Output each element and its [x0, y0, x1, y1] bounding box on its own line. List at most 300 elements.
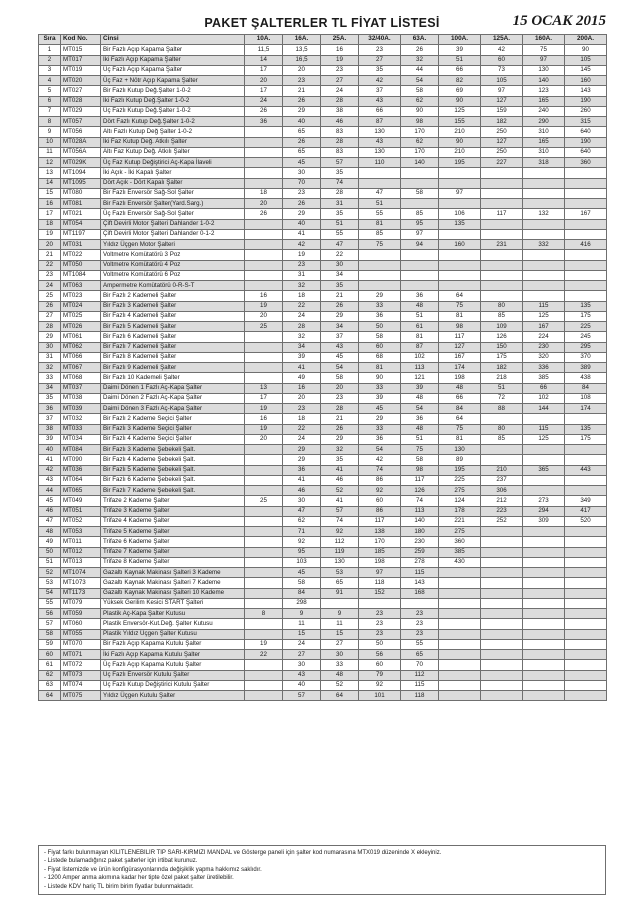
- price-cell: 26: [283, 96, 321, 106]
- price-cell: 58: [321, 373, 359, 383]
- price-cell: 27: [283, 650, 321, 660]
- product-code: MT013: [61, 557, 101, 567]
- table-row: [39, 496, 607, 506]
- price-cell: 336: [523, 363, 565, 373]
- price-cell: 27: [359, 55, 401, 65]
- price-cell: [565, 229, 607, 239]
- price-cell: [439, 691, 481, 701]
- price-cell: 27: [321, 76, 359, 86]
- row-number: 15: [39, 188, 61, 198]
- product-code: MT036: [61, 465, 101, 475]
- price-cell: 23: [359, 629, 401, 639]
- price-cell: [401, 260, 439, 270]
- row-number: 51: [39, 557, 61, 567]
- price-cell: 160: [439, 240, 481, 250]
- table-row: [39, 229, 607, 239]
- table-row: [39, 65, 607, 75]
- price-cell: [245, 547, 283, 557]
- price-cell: 48: [401, 393, 439, 403]
- row-number: 8: [39, 117, 61, 127]
- price-cell: 60: [359, 496, 401, 506]
- price-cell: 62: [401, 137, 439, 147]
- price-cell: [245, 229, 283, 239]
- table-row: [39, 465, 607, 475]
- price-cell: 29: [321, 434, 359, 444]
- price-cell: 34: [283, 342, 321, 352]
- price-cell: 230: [523, 342, 565, 352]
- price-cell: 132: [523, 209, 565, 219]
- price-cell: 81: [359, 219, 401, 229]
- price-cell: [481, 639, 523, 649]
- price-cell: 225: [565, 322, 607, 332]
- price-cell: 90: [359, 373, 401, 383]
- price-cell: 105: [565, 55, 607, 65]
- price-cell: 140: [401, 516, 439, 526]
- price-cell: [565, 578, 607, 588]
- row-number: 24: [39, 281, 61, 291]
- price-cell: 295: [565, 342, 607, 352]
- price-cell: 221: [439, 516, 481, 526]
- row-number: 45: [39, 496, 61, 506]
- row-number: 29: [39, 332, 61, 342]
- row-number: 20: [39, 240, 61, 250]
- price-cell: [401, 270, 439, 280]
- price-cell: 95: [401, 219, 439, 229]
- row-number: 10: [39, 137, 61, 147]
- price-cell: 103: [283, 557, 321, 567]
- product-name: Daimi Dönen 2 Fazlı Aç-Kapa Şalter: [101, 393, 245, 403]
- row-number: 57: [39, 619, 61, 629]
- price-cell: 92: [321, 527, 359, 537]
- product-code: MT033: [61, 424, 101, 434]
- price-cell: [245, 660, 283, 670]
- price-cell: 54: [359, 445, 401, 455]
- price-cell: 124: [439, 496, 481, 506]
- price-cell: [481, 588, 523, 598]
- product-name: Ampermetre Komütatörü 0-R-S-T: [101, 281, 245, 291]
- table-row: [39, 598, 607, 608]
- product-code: MT1073: [61, 578, 101, 588]
- product-code: MT037: [61, 383, 101, 393]
- price-cell: [565, 445, 607, 455]
- price-cell: 117: [481, 209, 523, 219]
- table-row: [39, 373, 607, 383]
- price-cell: 35: [321, 455, 359, 465]
- price-cell: [245, 475, 283, 485]
- table-row: [39, 445, 607, 455]
- price-cell: [245, 455, 283, 465]
- price-cell: [245, 506, 283, 516]
- price-cell: 65: [401, 650, 439, 660]
- price-cell: 36: [401, 291, 439, 301]
- product-name: Üç Faz + Nötr Açıp Kapama Şalter: [101, 76, 245, 86]
- product-code: MT012: [61, 547, 101, 557]
- row-number: 31: [39, 352, 61, 362]
- price-cell: [523, 557, 565, 567]
- price-cell: [359, 250, 401, 260]
- row-number: 49: [39, 537, 61, 547]
- price-cell: 278: [401, 557, 439, 567]
- price-cell: 66: [523, 383, 565, 393]
- product-name: Bir Fazlı 9 Kademeli Şalter: [101, 363, 245, 373]
- price-cell: 20: [321, 383, 359, 393]
- price-cell: [565, 537, 607, 547]
- price-cell: 51: [321, 219, 359, 229]
- price-cell: [245, 486, 283, 496]
- price-cell: 360: [565, 158, 607, 168]
- price-cell: [481, 609, 523, 619]
- price-cell: [245, 250, 283, 260]
- product-code: MT075: [61, 691, 101, 701]
- product-code: MT055: [61, 629, 101, 639]
- table-row: [39, 434, 607, 444]
- price-cell: 318: [523, 158, 565, 168]
- price-cell: [523, 281, 565, 291]
- product-code: MT056A: [61, 147, 101, 157]
- row-number: 63: [39, 680, 61, 690]
- price-cell: 90: [439, 96, 481, 106]
- product-code: MT053: [61, 527, 101, 537]
- price-cell: 16,5: [283, 55, 321, 65]
- price-cell: 24: [321, 86, 359, 96]
- price-cell: 17: [245, 86, 283, 96]
- price-cell: 85: [401, 209, 439, 219]
- price-cell: 23: [401, 619, 439, 629]
- row-number: 30: [39, 342, 61, 352]
- table-row: [39, 96, 607, 106]
- price-cell: [245, 260, 283, 270]
- row-number: 12: [39, 158, 61, 168]
- price-cell: 66: [439, 393, 481, 403]
- price-cell: [565, 527, 607, 537]
- product-code: MT029: [61, 106, 101, 116]
- row-number: 17: [39, 209, 61, 219]
- product-name: Bir Fazlı 6 Kademeli Şalter: [101, 332, 245, 342]
- row-number: 52: [39, 568, 61, 578]
- product-name: Bir Fazlı 3 Kademe Seçici Şalter: [101, 424, 245, 434]
- price-cell: 29: [321, 311, 359, 321]
- price-cell: 237: [481, 475, 523, 485]
- price-cell: 60: [359, 660, 401, 670]
- product-name: Üç Fazlı Açıp Kapama Şalter: [101, 65, 245, 75]
- row-number: 43: [39, 475, 61, 485]
- product-name: Plastik Aç-Kapa Şalter Kutusu: [101, 609, 245, 619]
- price-cell: [439, 639, 481, 649]
- price-cell: 36: [401, 414, 439, 424]
- row-number: 47: [39, 516, 61, 526]
- product-name: Trifaze 8 Kademe Şalter: [101, 557, 245, 567]
- product-name: Yıldız Üçgen Motor Şalteri: [101, 240, 245, 250]
- price-cell: [481, 250, 523, 260]
- price-cell: 49: [283, 373, 321, 383]
- price-cell: [565, 168, 607, 178]
- product-code: MT051: [61, 506, 101, 516]
- product-name: Trifaze 5 Kademe Şalter: [101, 527, 245, 537]
- price-cell: 95: [283, 547, 321, 557]
- price-cell: 106: [439, 209, 481, 219]
- column-header: 200A.: [565, 35, 607, 45]
- row-number: 42: [39, 465, 61, 475]
- price-cell: [565, 270, 607, 280]
- price-cell: 118: [401, 691, 439, 701]
- price-cell: 22: [245, 650, 283, 660]
- price-cell: 130: [439, 445, 481, 455]
- price-cell: 159: [481, 106, 523, 116]
- price-cell: [481, 188, 523, 198]
- price-cell: 26: [283, 199, 321, 209]
- price-cell: 43: [359, 96, 401, 106]
- price-cell: 112: [321, 537, 359, 547]
- price-cell: 332: [523, 240, 565, 250]
- product-code: MT070: [61, 639, 101, 649]
- price-cell: [523, 291, 565, 301]
- product-name: Bir Fazlı Açıp Kapama Şalter: [101, 45, 245, 55]
- product-code: MT011: [61, 537, 101, 547]
- product-name: Voltmetre Komütatörü 4 Poz: [101, 260, 245, 270]
- product-name: Bir Fazlı 4 Kademe Seçici Şalter: [101, 434, 245, 444]
- product-name: Bir Fazlı 7 Kademe Şebekeli Şalt.: [101, 486, 245, 496]
- price-cell: [439, 260, 481, 270]
- table-row: [39, 455, 607, 465]
- price-cell: [439, 598, 481, 608]
- price-cell: [481, 547, 523, 557]
- price-cell: [481, 537, 523, 547]
- price-cell: 18: [283, 414, 321, 424]
- price-cell: 23: [401, 629, 439, 639]
- price-cell: 36: [283, 465, 321, 475]
- product-name: Trifaze 7 Kademe Şalter: [101, 547, 245, 557]
- table-row: [39, 629, 607, 639]
- product-name: Bir Fazlı Açıp Kapama Kutulu Şalter: [101, 639, 245, 649]
- price-cell: [565, 219, 607, 229]
- price-cell: 19: [245, 404, 283, 414]
- price-cell: 182: [481, 117, 523, 127]
- product-name: Voltmetre Komütatörü 3 Poz: [101, 250, 245, 260]
- product-code: MT084: [61, 445, 101, 455]
- price-cell: 11: [283, 619, 321, 629]
- price-cell: 41: [321, 496, 359, 506]
- product-code: MT063: [61, 281, 101, 291]
- table-row: [39, 188, 607, 198]
- price-cell: 54: [321, 363, 359, 373]
- price-cell: 24: [283, 311, 321, 321]
- table-row: [39, 55, 607, 65]
- product-code: MT038: [61, 393, 101, 403]
- price-cell: 98: [401, 465, 439, 475]
- price-cell: 41: [283, 229, 321, 239]
- price-cell: 35: [359, 65, 401, 75]
- price-cell: [523, 598, 565, 608]
- price-cell: 57: [321, 158, 359, 168]
- price-cell: 51: [359, 199, 401, 209]
- price-cell: 97: [523, 55, 565, 65]
- table-row: [39, 199, 607, 209]
- note-line: - 1200 Amper anma akımına kadar her tipte özel paket şalter üretilebilir.: [44, 875, 234, 882]
- price-cell: 74: [321, 178, 359, 188]
- price-cell: [439, 250, 481, 260]
- table-row: [39, 547, 607, 557]
- price-cell: 640: [565, 147, 607, 157]
- price-cell: [565, 557, 607, 567]
- price-cell: 143: [401, 578, 439, 588]
- table-row: [39, 363, 607, 373]
- price-cell: 58: [283, 578, 321, 588]
- price-cell: 20: [245, 76, 283, 86]
- table-row: [39, 383, 607, 393]
- price-cell: [481, 455, 523, 465]
- price-list-date: 15 OCAK 2015: [512, 13, 606, 29]
- product-code: MT071: [61, 650, 101, 660]
- table-row: [39, 352, 607, 362]
- price-cell: [523, 527, 565, 537]
- price-cell: 73: [481, 65, 523, 75]
- table-row: [39, 342, 607, 352]
- price-cell: 23: [283, 404, 321, 414]
- price-cell: 224: [523, 332, 565, 342]
- price-cell: [523, 250, 565, 260]
- price-cell: [565, 291, 607, 301]
- product-name: Bir Fazlı 10 Kademeli Şalter: [101, 373, 245, 383]
- price-cell: [523, 178, 565, 188]
- price-cell: 365: [523, 465, 565, 475]
- table-row: [39, 76, 607, 86]
- price-cell: 39: [359, 393, 401, 403]
- product-name: Bir Fazlı 3 Kademe Şebekeli Şalt.: [101, 445, 245, 455]
- row-number: 58: [39, 629, 61, 639]
- price-cell: 105: [481, 76, 523, 86]
- price-cell: 520: [565, 516, 607, 526]
- price-cell: [565, 660, 607, 670]
- price-cell: [245, 281, 283, 291]
- table-row: [39, 301, 607, 311]
- price-cell: 144: [523, 404, 565, 414]
- price-cell: 260: [565, 106, 607, 116]
- product-name: Üç Fazlı Açıp Kapama Kutulu Şalter: [101, 660, 245, 670]
- price-cell: [245, 619, 283, 629]
- price-cell: [523, 455, 565, 465]
- product-code: MT034: [61, 434, 101, 444]
- price-cell: 32: [401, 55, 439, 65]
- table-row: [39, 670, 607, 680]
- price-cell: 230: [401, 537, 439, 547]
- product-name: Trifaze 6 Kademe Şalter: [101, 537, 245, 547]
- table-row: [39, 147, 607, 157]
- price-cell: 39: [439, 45, 481, 55]
- row-number: 36: [39, 404, 61, 414]
- product-code: MT061: [61, 332, 101, 342]
- price-cell: 38: [321, 106, 359, 116]
- price-cell: 210: [481, 465, 523, 475]
- table-body: [39, 45, 607, 701]
- notes-box: [38, 845, 606, 895]
- price-cell: 20: [245, 199, 283, 209]
- price-cell: 28: [321, 404, 359, 414]
- product-code: MT019: [61, 65, 101, 75]
- price-cell: 42: [481, 45, 523, 55]
- price-cell: 218: [481, 373, 523, 383]
- price-cell: [245, 342, 283, 352]
- price-cell: [439, 588, 481, 598]
- price-cell: 29: [283, 445, 321, 455]
- product-code: MT022: [61, 250, 101, 260]
- price-cell: 36: [359, 311, 401, 321]
- price-cell: 112: [401, 670, 439, 680]
- price-cell: 231: [481, 240, 523, 250]
- price-cell: [481, 680, 523, 690]
- column-header: 63A.: [401, 35, 439, 45]
- price-cell: 30: [283, 660, 321, 670]
- price-cell: 360: [439, 537, 481, 547]
- row-number: 33: [39, 373, 61, 383]
- product-code: MT054: [61, 219, 101, 229]
- column-header: 25A.: [321, 35, 359, 45]
- price-cell: [481, 229, 523, 239]
- price-cell: [565, 650, 607, 660]
- price-cell: [481, 650, 523, 660]
- price-cell: [245, 240, 283, 250]
- table-row: [39, 568, 607, 578]
- price-cell: 66: [359, 106, 401, 116]
- price-cell: [481, 629, 523, 639]
- price-cell: 72: [481, 393, 523, 403]
- price-cell: 90: [401, 106, 439, 116]
- price-cell: 83: [321, 127, 359, 137]
- price-cell: 113: [401, 506, 439, 516]
- price-cell: [523, 568, 565, 578]
- price-cell: 51: [401, 311, 439, 321]
- price-cell: [565, 486, 607, 496]
- product-name: İki Faz Kutup Değ. Atkılı Şalter: [101, 137, 245, 147]
- price-cell: 65: [283, 147, 321, 157]
- price-cell: [523, 660, 565, 670]
- price-cell: [359, 281, 401, 291]
- table-row: [39, 393, 607, 403]
- product-name: Gazaltı Kaynak Makinası Şalteri 10 Kademe: [101, 588, 245, 598]
- price-cell: 64: [321, 691, 359, 701]
- price-cell: 30: [283, 496, 321, 506]
- price-cell: 32: [283, 281, 321, 291]
- price-cell: [439, 178, 481, 188]
- price-cell: 125: [439, 106, 481, 116]
- row-number: 37: [39, 414, 61, 424]
- product-name: Dört Fazlı Kutup Değ.Şalter 1-0-2: [101, 117, 245, 127]
- row-number: 32: [39, 363, 61, 373]
- product-code: MT090: [61, 455, 101, 465]
- price-cell: 86: [359, 475, 401, 485]
- price-cell: 92: [359, 486, 401, 496]
- price-cell: 102: [523, 393, 565, 403]
- price-cell: 23: [359, 619, 401, 629]
- price-cell: 51: [439, 55, 481, 65]
- table-row: [39, 557, 607, 567]
- product-code: MT067: [61, 363, 101, 373]
- price-cell: 46: [321, 117, 359, 127]
- price-cell: 273: [523, 496, 565, 506]
- price-cell: [245, 588, 283, 598]
- price-cell: 33: [359, 424, 401, 434]
- price-cell: 23: [283, 260, 321, 270]
- product-code: MT032: [61, 414, 101, 424]
- price-cell: [481, 168, 523, 178]
- price-cell: 84: [283, 588, 321, 598]
- price-cell: [245, 527, 283, 537]
- price-cell: [245, 219, 283, 229]
- price-cell: [245, 127, 283, 137]
- table-row: [39, 424, 607, 434]
- price-cell: 175: [565, 434, 607, 444]
- price-cell: 19: [245, 639, 283, 649]
- price-cell: [523, 199, 565, 209]
